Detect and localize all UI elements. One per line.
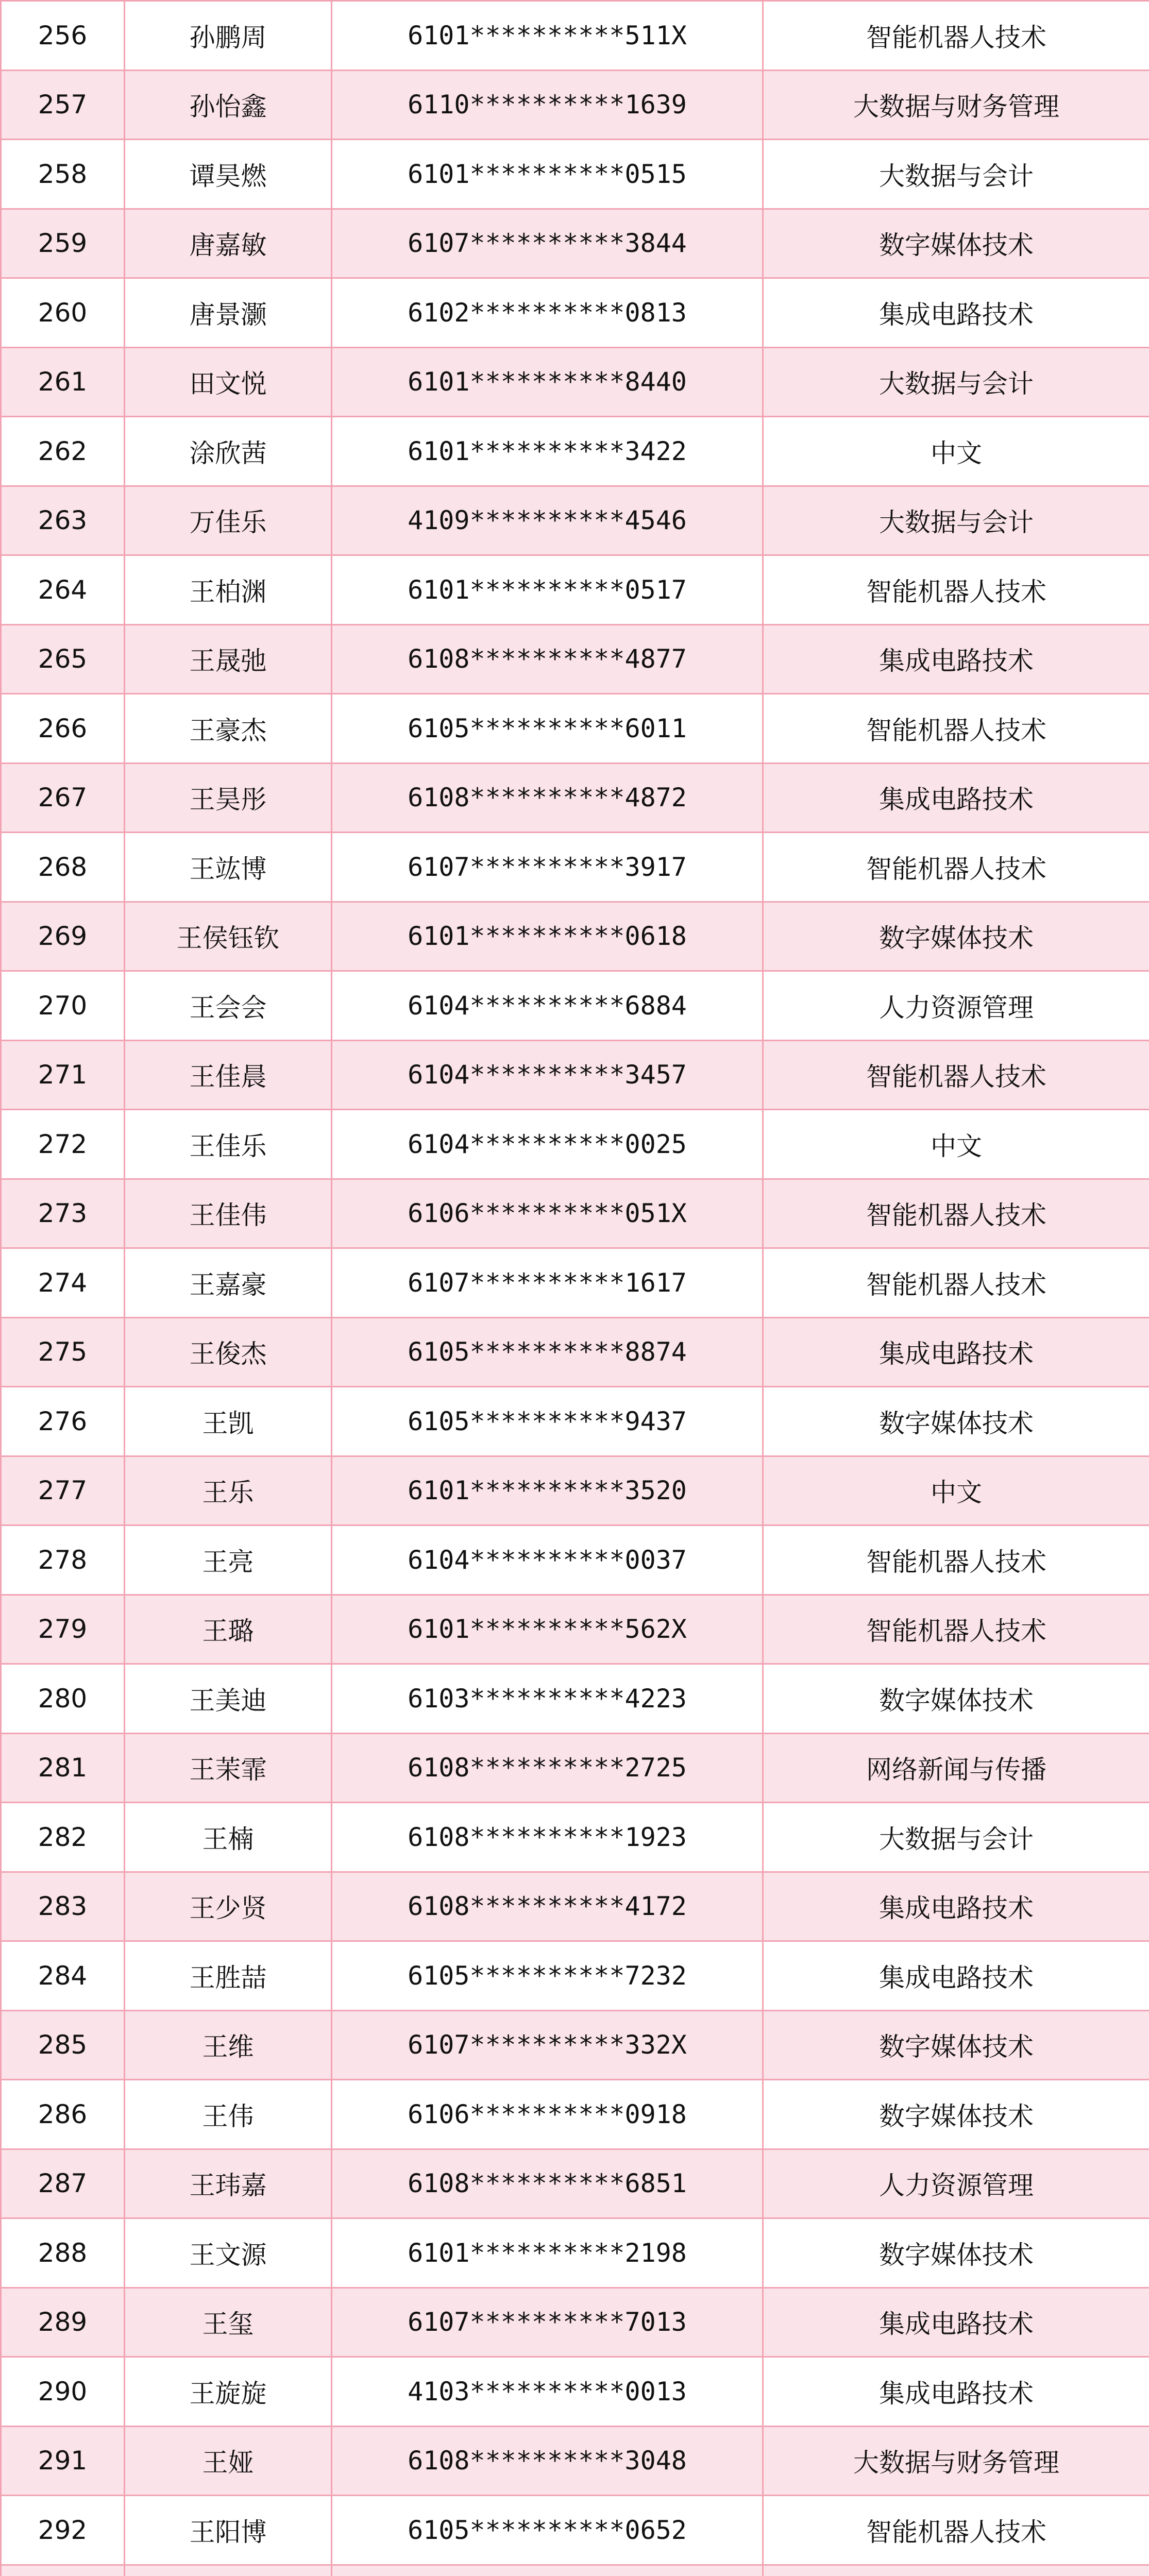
student-name-cell: 王凯 (125, 1387, 332, 1456)
major-cell: 集成电路技术 (763, 1872, 1149, 1941)
major-cell: 大数据与会计 (763, 347, 1149, 417)
id-number-cell: 6107**********7013 (332, 2287, 763, 2357)
student-name-cell: 王玮嘉 (125, 2149, 332, 2218)
student-name-cell: 王美迪 (125, 1664, 332, 1734)
id-number-cell: 6108**********3048 (332, 2426, 763, 2496)
row-number-cell (1, 2565, 125, 2576)
table-row (1, 1387, 1149, 1456)
major-cell: 集成电路技术 (763, 763, 1149, 833)
student-name-cell: 万佳乐 (125, 486, 332, 555)
student-name-cell: 孙怡鑫 (125, 70, 332, 140)
major-cell: 智能机器人技术 (763, 1040, 1149, 1110)
row-number-cell: 268 (1, 833, 125, 902)
row-number-cell: 280 (1, 1664, 125, 1734)
id-number-cell (332, 2565, 763, 2576)
id-number-cell: 6104**********0025 (332, 1110, 763, 1179)
row-number-cell: 290 (1, 2357, 125, 2427)
student-name-cell: 王娅 (125, 2426, 332, 2496)
table-row (1, 2010, 1149, 2080)
row-number-cell: 267 (1, 763, 125, 833)
table-row (1, 971, 1149, 1041)
row-number-cell: 289 (1, 2287, 125, 2357)
table-row (1, 2357, 1149, 2427)
row-number-cell: 283 (1, 1872, 125, 1941)
major-cell: 大数据与会计 (763, 486, 1149, 555)
id-number-cell: 6101**********0517 (332, 555, 763, 625)
table-row (1, 486, 1149, 555)
student-name-cell: 王玺 (125, 2287, 332, 2357)
table-row (1, 278, 1149, 348)
id-number-cell: 6108**********2725 (332, 1733, 763, 1803)
major-cell: 数字媒体技术 (763, 1664, 1149, 1734)
id-number-cell: 6106**********0918 (332, 2080, 763, 2149)
student-name-cell: 王胜喆 (125, 1941, 332, 2011)
row-number-cell: 258 (1, 140, 125, 209)
student-name-cell: 王侯钰钦 (125, 902, 332, 971)
major-cell: 集成电路技术 (763, 2287, 1149, 2357)
row-number-cell: 281 (1, 1733, 125, 1803)
major-cell: 集成电路技术 (763, 1317, 1149, 1387)
major-cell: 中文 (763, 417, 1149, 486)
major-cell: 中文 (763, 1456, 1149, 1526)
student-name-cell: 涂欣茜 (125, 417, 332, 486)
id-number-cell: 6107**********3844 (332, 209, 763, 278)
major-cell: 网络新闻与传播 (763, 1733, 1149, 1803)
row-number-cell: 266 (1, 694, 125, 764)
id-number-cell: 6107**********332X (332, 2010, 763, 2080)
row-number-cell: 284 (1, 1941, 125, 2011)
student-name-cell: 王佳伟 (125, 1179, 332, 1248)
row-number-cell: 272 (1, 1110, 125, 1179)
id-number-cell: 6108**********4872 (332, 763, 763, 833)
id-number-cell: 6105**********7232 (332, 1941, 763, 2011)
id-number-cell: 6101**********3422 (332, 417, 763, 486)
table-row (1, 1317, 1149, 1387)
student-name-cell: 王旋旋 (125, 2357, 332, 2427)
id-number-cell: 6101**********511X (332, 1, 763, 71)
table-row (1, 417, 1149, 486)
row-number-cell: 276 (1, 1387, 125, 1456)
id-number-cell: 6101**********3520 (332, 1456, 763, 1526)
table-row (1, 1110, 1149, 1179)
row-number-cell: 278 (1, 1526, 125, 1595)
major-cell: 智能机器人技术 (763, 1526, 1149, 1595)
major-cell: 智能机器人技术 (763, 694, 1149, 764)
table-row (1, 1526, 1149, 1595)
roster-table-body (1, 1, 1149, 2576)
table-row (1, 2565, 1149, 2576)
id-number-cell: 6101**********0515 (332, 140, 763, 209)
row-number-cell: 287 (1, 2149, 125, 2218)
id-number-cell: 6107**********1617 (332, 1248, 763, 1318)
student-name-cell: 王乐 (125, 1456, 332, 1526)
id-number-cell: 6105**********8874 (332, 1317, 763, 1387)
major-cell: 人力资源管理 (763, 2149, 1149, 2218)
student-name-cell: 唐嘉敏 (125, 209, 332, 278)
student-name-cell: 王昊彤 (125, 763, 332, 833)
student-name-cell: 王茉霏 (125, 1733, 332, 1803)
id-number-cell: 6107**********3917 (332, 833, 763, 902)
table-row (1, 347, 1149, 417)
major-cell: 智能机器人技术 (763, 2496, 1149, 2565)
student-name-cell: 王楠 (125, 1803, 332, 1872)
table-row (1, 2426, 1149, 2496)
student-name-cell: 田文悦 (125, 347, 332, 417)
major-cell: 智能机器人技术 (763, 1179, 1149, 1248)
row-number-cell: 274 (1, 1248, 125, 1318)
row-number-cell: 286 (1, 2080, 125, 2149)
row-number-cell: 260 (1, 278, 125, 348)
table-row (1, 902, 1149, 971)
row-number-cell: 291 (1, 2426, 125, 2496)
student-name-cell: 王竑博 (125, 833, 332, 902)
student-name-cell: 王俊杰 (125, 1317, 332, 1387)
row-number-cell: 271 (1, 1040, 125, 1110)
id-number-cell: 6103**********4223 (332, 1664, 763, 1734)
table-row (1, 2218, 1149, 2288)
table-row (1, 1803, 1149, 1872)
major-cell: 数字媒体技术 (763, 2080, 1149, 2149)
id-number-cell: 6104**********6884 (332, 971, 763, 1041)
row-number-cell: 275 (1, 1317, 125, 1387)
table-row (1, 694, 1149, 764)
table-row (1, 1733, 1149, 1803)
major-cell: 集成电路技术 (763, 278, 1149, 348)
major-cell: 数字媒体技术 (763, 902, 1149, 971)
major-cell: 集成电路技术 (763, 2357, 1149, 2427)
id-number-cell: 4109**********4546 (332, 486, 763, 555)
table-row (1, 1, 1149, 71)
table-row (1, 555, 1149, 625)
major-cell: 大数据与财务管理 (763, 70, 1149, 140)
student-name-cell: 王佳乐 (125, 1110, 332, 1179)
row-number-cell: 259 (1, 209, 125, 278)
student-name-cell: 王少贤 (125, 1872, 332, 1941)
row-number-cell: 292 (1, 2496, 125, 2565)
student-name-cell: 王文源 (125, 2218, 332, 2288)
major-cell: 大数据与财务管理 (763, 2426, 1149, 2496)
table-row (1, 2496, 1149, 2565)
student-name-cell: 王阳博 (125, 2496, 332, 2565)
student-name-cell: 王豪杰 (125, 694, 332, 764)
student-name-cell: 王亮 (125, 1526, 332, 1595)
student-name-cell: 王璐 (125, 1595, 332, 1664)
id-number-cell: 6105**********6011 (332, 694, 763, 764)
id-number-cell: 6105**********0652 (332, 2496, 763, 2565)
row-number-cell: 261 (1, 347, 125, 417)
major-cell: 数字媒体技术 (763, 2218, 1149, 2288)
table-row (1, 209, 1149, 278)
id-number-cell: 6108**********4877 (332, 624, 763, 694)
table-row (1, 2287, 1149, 2357)
table-row (1, 1664, 1149, 1734)
table-row (1, 624, 1149, 694)
table-row (1, 1595, 1149, 1664)
id-number-cell: 6104**********0037 (332, 1526, 763, 1595)
id-number-cell: 6102**********0813 (332, 278, 763, 348)
table-row (1, 1040, 1149, 1110)
student-name-cell (125, 2565, 332, 2576)
major-cell: 数字媒体技术 (763, 2010, 1149, 2080)
id-number-cell: 4103**********0013 (332, 2357, 763, 2427)
student-name-cell: 孙鹏周 (125, 1, 332, 71)
id-number-cell: 6108**********4172 (332, 1872, 763, 1941)
student-name-cell: 王嘉豪 (125, 1248, 332, 1318)
student-name-cell: 王晟弛 (125, 624, 332, 694)
major-cell: 人力资源管理 (763, 971, 1149, 1041)
table-row (1, 140, 1149, 209)
major-cell (763, 2565, 1149, 2576)
table-row (1, 70, 1149, 140)
id-number-cell: 6101**********562X (332, 1595, 763, 1664)
major-cell: 数字媒体技术 (763, 1387, 1149, 1456)
student-name-cell: 谭昊燃 (125, 140, 332, 209)
table-row (1, 2080, 1149, 2149)
row-number-cell: 273 (1, 1179, 125, 1248)
id-number-cell: 6101**********2198 (332, 2218, 763, 2288)
row-number-cell: 270 (1, 971, 125, 1041)
table-row (1, 1872, 1149, 1941)
major-cell: 智能机器人技术 (763, 833, 1149, 902)
id-number-cell: 6104**********3457 (332, 1040, 763, 1110)
student-name-cell: 王会会 (125, 971, 332, 1041)
row-number-cell: 256 (1, 1, 125, 71)
major-cell: 大数据与会计 (763, 140, 1149, 209)
row-number-cell: 257 (1, 70, 125, 140)
table-row (1, 1941, 1149, 2011)
major-cell: 智能机器人技术 (763, 555, 1149, 625)
row-number-cell: 265 (1, 624, 125, 694)
student-name-cell: 王佳晨 (125, 1040, 332, 1110)
student-name-cell: 王伟 (125, 2080, 332, 2149)
major-cell: 集成电路技术 (763, 624, 1149, 694)
table-row (1, 1179, 1149, 1248)
student-name-cell: 王柏渊 (125, 555, 332, 625)
row-number-cell: 269 (1, 902, 125, 971)
id-number-cell: 6101**********8440 (332, 347, 763, 417)
table-row (1, 2149, 1149, 2218)
student-name-cell: 王维 (125, 2010, 332, 2080)
row-number-cell: 282 (1, 1803, 125, 1872)
student-name-cell: 唐景灏 (125, 278, 332, 348)
table-row (1, 763, 1149, 833)
row-number-cell: 277 (1, 1456, 125, 1526)
major-cell: 数字媒体技术 (763, 209, 1149, 278)
row-number-cell: 263 (1, 486, 125, 555)
row-number-cell: 285 (1, 2010, 125, 2080)
row-number-cell: 264 (1, 555, 125, 625)
major-cell: 大数据与会计 (763, 1803, 1149, 1872)
major-cell: 智能机器人技术 (763, 1595, 1149, 1664)
major-cell: 集成电路技术 (763, 1941, 1149, 2011)
id-number-cell: 6105**********9437 (332, 1387, 763, 1456)
major-cell: 智能机器人技术 (763, 1248, 1149, 1318)
id-number-cell: 6110**********1639 (332, 70, 763, 140)
major-cell: 中文 (763, 1110, 1149, 1179)
table-row (1, 1248, 1149, 1318)
id-number-cell: 6108**********6851 (332, 2149, 763, 2218)
row-number-cell: 262 (1, 417, 125, 486)
id-number-cell: 6101**********0618 (332, 902, 763, 971)
table-row (1, 1456, 1149, 1526)
row-number-cell: 279 (1, 1595, 125, 1664)
id-number-cell: 6106**********051X (332, 1179, 763, 1248)
row-number-cell: 288 (1, 2218, 125, 2288)
id-number-cell: 6108**********1923 (332, 1803, 763, 1872)
table-row (1, 833, 1149, 902)
major-cell: 智能机器人技术 (763, 1, 1149, 71)
